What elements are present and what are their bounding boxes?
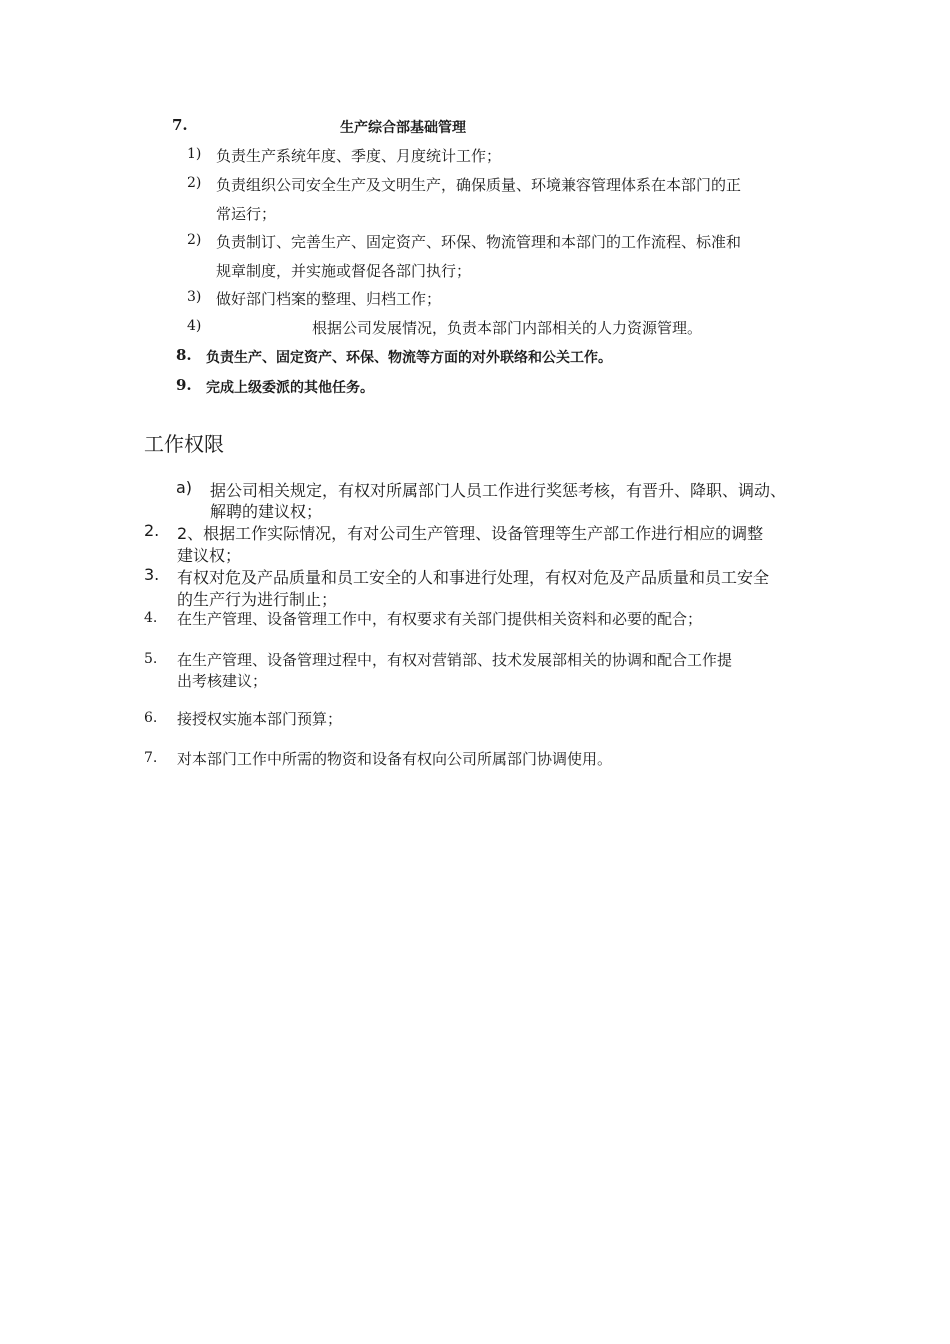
item-8-text: 负责生产、固定资产、环保、物流等方面的对外联络和公关工作。 (206, 350, 612, 366)
authority-item-text: 有权对危及产品质量和员工安全的人和事进行处理，有权对危及产品质量和员工安全 (177, 568, 770, 587)
section-7-title: 生产综合部基础管理 (340, 120, 466, 136)
sub-item-text: 做好部门档案的整理、归档工作； (216, 290, 442, 308)
authority-item-number: 5. (144, 651, 158, 667)
sub-item-text: 负责组织公司安全生产及文明生产，确保质量、环境兼容管理体系在本部门的正 (216, 176, 742, 194)
authority-item-text-continued: 出考核建议； (177, 672, 268, 690)
sub-item-text-continued: 规章制度，并实施或督促各部门执行； (216, 262, 472, 280)
sub-item-text-continued: 常运行； (216, 205, 277, 223)
authority-item-text: 2、根据工作实际情况，有对公司生产管理、设备管理等生产部工作进行相应的调整 (177, 524, 764, 543)
item-9-text: 完成上级委派的其他任务。 (206, 380, 374, 396)
authority-item-text-continued: 的生产行为进行制止； (177, 590, 338, 609)
sub-item-text: 根据公司发展情况，负责本部门内部相关的人力资源管理。 (312, 319, 703, 337)
authority-item-text-continued: 建议权； (177, 546, 242, 565)
authority-item-number: a) (176, 478, 193, 497)
authority-item-number: 3. (144, 565, 160, 584)
sub-item-number: 1) (187, 146, 202, 162)
sub-item-text: 负责生产系统年度、季度、月度统计工作； (216, 147, 502, 165)
authority-item-text: 在生产管理、设备管理过程中，有权对营销部、技术发展部相关的协调和配合工作提 (177, 651, 733, 669)
item-8-number: 8. (176, 346, 192, 364)
section-7-number: 7. (172, 116, 188, 134)
authority-item-text: 对本部门工作中所需的物资和设备有权向公司所属部门协调使用。 (177, 750, 613, 768)
authority-item-text: 接授权实施本部门预算； (177, 710, 343, 728)
section-heading: 工作权限 (144, 432, 224, 456)
sub-item-number: 2) (187, 175, 202, 191)
authority-item-text: 在生产管理、设备管理工作中，有权要求有关部门提供相关资料和必要的配合； (177, 610, 703, 628)
sub-item-number: 2) (187, 232, 202, 248)
sub-item-number: 4) (187, 318, 202, 334)
authority-item-text: 据公司相关规定，有权对所属部门人员工作进行奖惩考核，有晋升、降职、调动、 (210, 481, 787, 500)
authority-item-text-continued: 解聘的建议权； (210, 502, 323, 521)
authority-item-number: 7. (144, 750, 158, 766)
sub-item-text: 负责制订、完善生产、固定资产、环保、物流管理和本部门的工作流程、标准和 (216, 233, 742, 251)
item-9-number: 9. (176, 376, 192, 394)
authority-item-number: 6. (144, 710, 158, 726)
authority-item-number: 2. (144, 521, 160, 540)
sub-item-number: 3) (187, 289, 202, 305)
authority-item-number: 4. (144, 610, 158, 626)
